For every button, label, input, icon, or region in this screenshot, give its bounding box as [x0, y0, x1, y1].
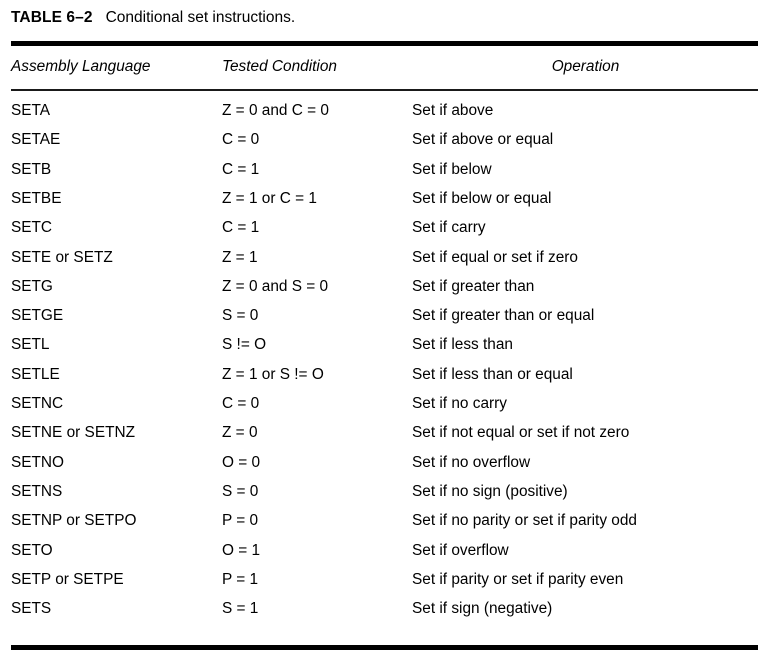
table-row: [0, 448, 771, 477]
cell-assembly-language: SETNP or SETPO: [11, 512, 137, 530]
cell-assembly-language: SETL: [11, 336, 50, 354]
table-top-rule: [11, 41, 758, 46]
cell-operation: Set if no carry: [412, 395, 507, 412]
cell-assembly-language: SETP or SETPE: [11, 570, 124, 588]
cell-tested-condition: C = 0: [222, 131, 260, 149]
column-header-assembly-language: Assembly Language: [11, 58, 151, 75]
cell-tested-condition: O = 1: [222, 541, 261, 559]
cell-tested-condition: S = 0: [222, 307, 259, 325]
cell-tested-condition: Z = 1 or S != O: [222, 365, 324, 383]
cell-assembly-language: SETS: [11, 600, 52, 618]
column-header-operation: Operation: [551, 58, 620, 75]
table-row: [0, 125, 771, 154]
cell-operation: Set if no overflow: [412, 453, 531, 471]
cell-tested-condition: Z = 1: [222, 248, 258, 266]
cell-assembly-language: SETGE: [11, 307, 64, 325]
cell-assembly-language: SETE or SETZ: [11, 248, 113, 266]
table-row: [0, 360, 771, 389]
table-row: [0, 418, 771, 447]
cell-assembly-language: SETNE or SETNZ: [11, 424, 135, 442]
table-row: [0, 184, 771, 213]
table-caption-text: Conditional set instructions.: [105, 9, 296, 26]
cell-operation: Set if above or equal: [412, 131, 554, 149]
cell-tested-condition: O = 0: [222, 453, 261, 471]
cell-operation: Set if less than: [412, 336, 513, 354]
cell-assembly-language: SETLE: [11, 365, 60, 383]
table-row: [0, 155, 771, 184]
table-header-row: [0, 52, 771, 82]
cell-assembly-language: SETB: [11, 160, 52, 178]
cell-assembly-language: SETG: [11, 277, 53, 295]
cell-operation: Set if greater than: [412, 277, 535, 295]
cell-tested-condition: S = 1: [222, 600, 259, 618]
cell-operation: Set if below or equal: [412, 189, 552, 207]
cell-operation: Set if no sign (positive): [412, 482, 568, 500]
table-header-rule: [11, 89, 758, 91]
table-row: [0, 330, 771, 359]
cell-assembly-language: SETNS: [11, 482, 63, 500]
cell-tested-condition: Z = 1 or C = 1: [222, 189, 317, 207]
cell-operation: Set if below: [412, 160, 492, 178]
cell-tested-condition: S != O: [222, 336, 267, 354]
table-row: [0, 536, 771, 565]
table-bottom-rule: [11, 645, 758, 650]
cell-tested-condition: Z = 0: [222, 424, 258, 442]
cell-assembly-language: SETC: [11, 219, 53, 237]
cell-assembly-language: SETAE: [11, 131, 61, 149]
cell-operation: Set if sign (negative): [412, 600, 553, 618]
cell-tested-condition: C = 0: [222, 395, 260, 412]
cell-tested-condition: C = 1: [222, 160, 260, 178]
cell-operation: Set if carry: [412, 219, 486, 237]
cell-assembly-language: SETO: [11, 541, 53, 559]
cell-operation: Set if not equal or set if not zero: [412, 424, 630, 442]
table-row: [0, 477, 771, 506]
cell-tested-condition: Z = 0 and S = 0: [222, 277, 329, 295]
table-row: [0, 243, 771, 272]
cell-assembly-language: SETA: [11, 102, 51, 119]
cell-tested-condition: P = 1: [222, 570, 259, 588]
cell-tested-condition: Z = 0 and C = 0: [222, 102, 329, 119]
cell-tested-condition: P = 0: [222, 512, 259, 530]
cell-operation: Set if greater than or equal: [412, 307, 595, 325]
table-row: [0, 565, 771, 594]
table-caption-label: TABLE 6–2: [11, 9, 93, 26]
table-row: [0, 594, 771, 623]
cell-operation: Set if above: [412, 102, 494, 119]
column-header-tested-condition: Tested Condition: [222, 58, 337, 75]
table-row: [0, 506, 771, 535]
cell-tested-condition: S = 0: [222, 482, 259, 500]
table-row: [0, 389, 771, 418]
cell-assembly-language: SETNC: [11, 395, 64, 412]
table-row: [0, 272, 771, 301]
table-row: [0, 96, 771, 125]
cell-assembly-language: SETNO: [11, 453, 65, 471]
cell-operation: Set if no parity or set if parity odd: [412, 512, 637, 530]
cell-operation: Set if parity or set if parity even: [412, 570, 624, 588]
cell-assembly-language: SETBE: [11, 189, 62, 207]
table-row: [0, 213, 771, 242]
cell-operation: Set if equal or set if zero: [412, 248, 578, 266]
cell-operation: Set if less than or equal: [412, 365, 573, 383]
cell-tested-condition: C = 1: [222, 219, 260, 237]
table-caption: [11, 8, 295, 28]
table-row: [0, 301, 771, 330]
cell-operation: Set if overflow: [412, 541, 509, 559]
